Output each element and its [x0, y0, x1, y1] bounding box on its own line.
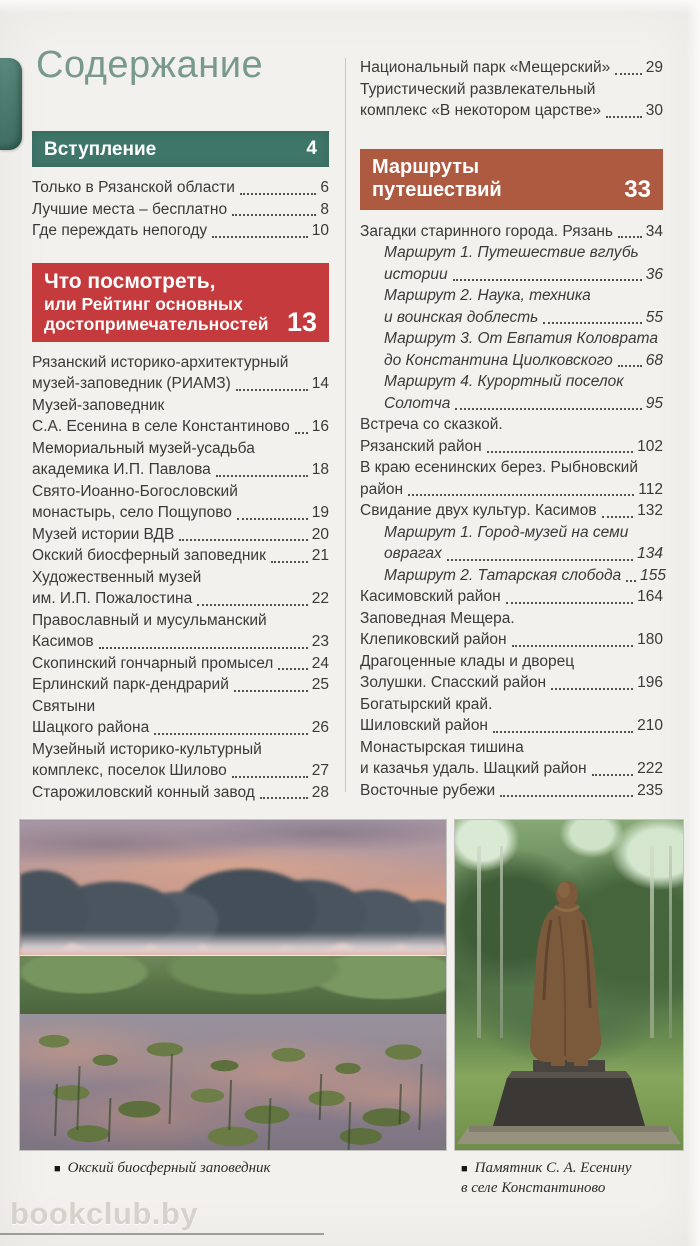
toc-entry-line	[32, 220, 329, 242]
dot-leader	[237, 518, 308, 520]
toc-entry-line	[360, 79, 663, 101]
section-header-text: Что посмотреть,	[44, 269, 216, 293]
toc-entry-text: Солотча	[384, 394, 451, 412]
toc-entry-text: Драгоценные клады и дворец	[360, 652, 575, 670]
toc-entry-text: С.А. Есенина в селе Константиново	[32, 418, 290, 435]
toc-entry	[32, 177, 329, 199]
dot-leader	[543, 322, 641, 324]
caption-square-marker: ■	[461, 1163, 468, 1175]
toc-entry	[32, 481, 329, 524]
toc-entry-line	[32, 610, 329, 632]
toc-entry-text: Маршрут 2. Наука, техника	[384, 287, 591, 304]
dot-leader	[606, 116, 642, 118]
toc-entry-line	[32, 567, 329, 589]
toc-entry	[32, 199, 329, 221]
dot-leader	[295, 432, 308, 434]
toc-entry	[32, 220, 329, 242]
toc-entry	[32, 739, 329, 782]
dot-leader	[447, 559, 633, 561]
dot-leader	[232, 776, 308, 778]
dot-leader	[212, 236, 308, 238]
toc-entry-text: до Константина Циолковского	[384, 351, 613, 369]
toc-entry-text: В краю есенинских берез. Рыбновский	[360, 459, 639, 476]
toc-entry-text: Только в Рязанской области	[32, 179, 235, 196]
toc-entry	[360, 328, 663, 371]
page-title: Содержание	[36, 44, 264, 86]
toc-entry-text: Окский биосферный заповедник	[32, 547, 266, 564]
toc-page-number: 23	[311, 633, 329, 650]
toc-entry-line	[32, 416, 329, 438]
dot-leader	[487, 451, 633, 453]
toc-entry	[360, 79, 663, 122]
toc-entry-text: музей-заповедник (РИАМЗ)	[32, 375, 231, 392]
toc-entry-line	[384, 371, 663, 393]
dot-leader	[615, 73, 641, 75]
toc-page-number: 14	[311, 375, 329, 392]
toc-page-number: 95	[645, 394, 663, 412]
toc-entry-line	[32, 524, 329, 546]
section-header	[360, 149, 663, 210]
section-header-lines	[44, 269, 268, 335]
dot-leader	[99, 647, 308, 649]
section-header-lines	[44, 140, 156, 159]
toc-entry-text: Шацкого района	[32, 719, 150, 736]
photo-reeds-layer	[20, 1014, 446, 1150]
dot-leader	[408, 494, 634, 496]
photo-landscape-sunset	[20, 820, 446, 1150]
toc-entry-line	[32, 717, 329, 739]
toc-entry-line	[360, 780, 663, 802]
toc-entry	[360, 371, 663, 414]
dot-leader	[240, 193, 317, 195]
toc-entry	[32, 782, 329, 804]
toc-entry	[32, 395, 329, 438]
toc-entry-line	[360, 694, 663, 716]
dot-leader	[500, 795, 633, 797]
photo-shrubs-layer	[20, 956, 446, 1014]
section-header-page: 33	[624, 175, 651, 203]
dot-leader	[278, 668, 307, 670]
photo-statue	[455, 820, 683, 1150]
toc-entry	[32, 610, 329, 653]
toc-page-number: 132	[637, 502, 663, 519]
toc-entry-line	[32, 696, 329, 718]
toc-entry-text: Национальный парк «Мещерский»	[360, 59, 611, 76]
toc-entry-line	[360, 629, 663, 651]
dot-leader	[179, 539, 307, 541]
toc-entry-line	[360, 479, 663, 501]
dot-leader	[271, 561, 308, 563]
section-header-page: 13	[286, 306, 317, 337]
toc-entry	[360, 608, 663, 651]
toc-entry-line	[360, 221, 663, 243]
toc-entry-line	[360, 457, 663, 479]
toc-entry	[360, 651, 663, 694]
toc-entry-text: Встреча со сказкой.	[360, 416, 503, 433]
toc-column-right	[360, 57, 667, 801]
toc-page-number: 27	[311, 762, 329, 779]
dot-leader	[216, 475, 308, 477]
toc-entry	[360, 565, 667, 587]
toc-entry-line	[384, 543, 663, 565]
toc-entry-text: Монастырская тишина	[360, 738, 524, 756]
toc-entry	[360, 586, 663, 608]
toc-entry-text: Маршрут 3. От Евпатия Коловрата	[384, 330, 658, 347]
dot-leader	[493, 731, 633, 733]
dot-leader	[618, 236, 642, 238]
toc-entry	[32, 653, 329, 675]
dot-leader	[592, 774, 634, 776]
toc-entry-text: Рязанский историко-архитектурный	[32, 353, 289, 371]
toc-page-number: 22	[311, 590, 329, 607]
toc-entry-line	[360, 651, 663, 673]
dot-leader	[154, 733, 308, 735]
section-header-text: или Рейтинг основных	[44, 293, 243, 314]
toc-entry-text: и воинская доблесть	[384, 308, 539, 326]
toc-entry	[360, 457, 663, 500]
toc-page-number: 26	[311, 719, 329, 736]
toc-page-number: 6	[320, 179, 329, 196]
section-header	[32, 263, 329, 342]
toc-entry-text: Восточные рубежи	[360, 781, 496, 799]
toc-page-number: 180	[637, 631, 663, 648]
toc-entry-line	[360, 500, 663, 522]
toc-entry	[32, 545, 329, 567]
watermark: bookclub.by	[10, 1196, 199, 1231]
caption-text: в селе Константиново	[461, 1180, 606, 1196]
toc-entry-text: Музейный историко-культурный	[32, 740, 262, 758]
toc-entry	[360, 522, 663, 565]
toc-entry-text: Маршрут 1. Город-музей на семи	[384, 523, 629, 541]
toc-page-number: 68	[645, 351, 663, 369]
toc-entry-text: Заповедная Мещера.	[360, 609, 515, 627]
toc-entry	[360, 414, 663, 457]
toc-page-number: 20	[311, 525, 329, 543]
toc-entry-line	[384, 350, 663, 372]
toc-entry-line	[360, 57, 663, 79]
toc-entry-text: Где переждать непогоду	[32, 222, 208, 239]
toc-page-number: 19	[311, 504, 329, 521]
toc-page-number: 210	[637, 717, 663, 734]
toc-entry-line	[32, 459, 329, 481]
toc-entry-line	[384, 522, 663, 544]
toc-entry-line	[32, 199, 329, 221]
toc-entry-line	[360, 672, 663, 694]
toc-entry	[360, 221, 663, 243]
toc-entry-text: Загадки старинного города. Рязань	[360, 222, 613, 240]
dot-leader	[551, 688, 633, 690]
column-divider	[345, 58, 346, 792]
toc-entry-text: Шиловский район	[360, 717, 488, 734]
toc-entry-line	[32, 653, 329, 675]
section-header-text: путешествий	[372, 178, 502, 201]
dot-leader	[455, 408, 641, 410]
toc-column-left	[32, 131, 329, 803]
toc-entry-text: оврагах	[384, 545, 442, 562]
toc-entry-text: им. И.П. Пожалостина	[32, 590, 193, 607]
toc-entry-line	[360, 608, 663, 630]
toc-page-number: 18	[311, 461, 329, 478]
toc-entry-text: Туристический развлекательный	[360, 80, 596, 98]
toc-page-number: 24	[311, 654, 329, 672]
toc-page-number: 55	[645, 308, 663, 326]
dot-leader	[626, 580, 636, 582]
toc-entry-text: Богатырский край.	[360, 695, 493, 713]
toc-entry-text: и казачья удаль. Шацкий район	[360, 760, 587, 777]
toc-entry	[32, 567, 329, 610]
toc-entry-text: район	[360, 480, 404, 498]
toc-entry-text: Ерлинский парк-дендрарий	[32, 676, 229, 693]
toc-page-number: 28	[311, 783, 329, 801]
toc-entry-text: Касимовский район	[360, 588, 501, 605]
toc-entry-line	[360, 737, 663, 759]
toc-entry-line	[32, 373, 329, 395]
toc-page-number: 29	[645, 59, 663, 76]
toc-page-number: 34	[645, 222, 663, 240]
toc-entry-line	[32, 177, 329, 199]
toc-page-number: 102	[637, 437, 663, 455]
toc-entry	[32, 438, 329, 481]
toc-entry-line	[32, 739, 329, 761]
toc-entry-line	[32, 502, 329, 524]
dot-leader	[236, 389, 308, 391]
toc-entry-line	[360, 414, 663, 436]
toc-entry-text: Клепиковский район	[360, 631, 507, 648]
toc-entry-line	[360, 436, 663, 458]
toc-page-number: 164	[637, 588, 663, 605]
toc-entry-line	[360, 758, 663, 780]
toc-entry	[360, 737, 663, 780]
caption-text: Памятник С. А. Есенину	[474, 1160, 632, 1176]
toc-entry-text: академика И.П. Павлова	[32, 461, 211, 478]
toc-entry-line	[32, 631, 329, 653]
toc-entry-text: Художественный музей	[32, 568, 202, 586]
toc-entry-line	[384, 328, 663, 350]
photo-oka-reserve	[20, 820, 446, 1179]
toc-entry-text: Православный и мусульманский	[32, 611, 267, 629]
toc-entry	[32, 524, 329, 546]
toc-entry-line	[32, 438, 329, 460]
toc-entry	[360, 242, 663, 285]
toc-page-number: 196	[637, 674, 663, 691]
dot-leader	[512, 645, 634, 647]
toc-entry	[32, 352, 329, 395]
toc-entry-text: Свидание двух культур. Касимов	[360, 502, 597, 519]
toc-entry-text: Музей истории ВДВ	[32, 525, 175, 543]
toc-entry-line	[384, 393, 663, 415]
toc-entry-text: Старожиловский конный завод	[32, 783, 255, 801]
toc-entry-text: Рязанский район	[360, 437, 482, 455]
dot-leader	[618, 365, 642, 367]
toc-page-number: 30	[645, 102, 663, 119]
dot-leader	[232, 214, 316, 216]
dot-leader	[260, 797, 308, 799]
toc-entry-text: монастырь, село Пощупово	[32, 504, 232, 521]
toc-entry-text: Маршрут 2. Татарская слобода	[384, 566, 622, 584]
toc-entry-text: комплекс, поселок Шилово	[32, 762, 227, 779]
toc-page-number: 10	[311, 222, 329, 239]
toc-entry-line	[384, 565, 667, 587]
toc-page-number: 222	[637, 760, 663, 777]
section-header-text: достопримечательностей	[44, 314, 269, 334]
toc-entry-text: Музей-заповедник	[32, 396, 165, 414]
toc-page-number: 235	[637, 781, 663, 799]
toc-entry-line	[32, 395, 329, 417]
toc-page-number: 8	[320, 200, 329, 218]
toc-page-number: 25	[311, 676, 329, 693]
toc-entry-text: Скопинский гончарный промысел	[32, 654, 274, 672]
toc-entry	[360, 780, 663, 802]
toc-entry-text: Свято-Иоанно-Богословский	[32, 482, 238, 500]
toc-entry-line	[32, 545, 329, 567]
toc-entry-text: Золушки. Спасский район	[360, 674, 547, 691]
watermark-underline	[0, 1233, 324, 1235]
dot-leader	[602, 516, 634, 518]
photo-caption-left	[20, 1159, 446, 1179]
toc-page-number: 112	[638, 480, 663, 498]
toc-entry-line	[32, 588, 329, 610]
toc-entry-line	[32, 352, 329, 374]
statue-illustration	[455, 820, 683, 1150]
toc-entry-text: Маршрут 4. Курортный поселок	[384, 373, 624, 390]
toc-entry-line	[360, 586, 663, 608]
toc-page-number: 134	[637, 545, 663, 562]
toc-entry-line	[384, 264, 663, 286]
toc-entry-line	[32, 782, 329, 804]
toc-entry-text: Маршрут 1. Путешествие вглубь	[384, 244, 639, 261]
toc-page-number: 36	[645, 265, 663, 283]
toc-entry-line	[384, 242, 663, 264]
toc-entry-text: Лучшие места – бесплатно	[32, 200, 228, 218]
bookmark-tab	[0, 58, 22, 150]
toc-entry-text: истории	[384, 265, 448, 283]
toc-page-number: 155	[640, 566, 667, 584]
toc-entry	[360, 57, 663, 79]
toc-entry	[360, 500, 663, 522]
toc-entry-line	[360, 715, 663, 737]
dot-leader	[197, 604, 308, 606]
toc-entry-text: Мемориальный музей-усадьба	[32, 439, 255, 457]
section-header-page: 4	[306, 138, 317, 160]
toc-entry	[32, 674, 329, 696]
toc-page-number: 16	[311, 418, 329, 435]
dot-leader	[234, 690, 308, 692]
dot-leader	[506, 602, 633, 604]
photo-yesenin-monument	[455, 820, 683, 1198]
section-header-lines	[372, 156, 502, 202]
toc-entry-text: комплекс «В некотором царстве»	[360, 102, 601, 119]
toc-entry	[360, 694, 663, 737]
toc-page-number: 21	[311, 547, 329, 564]
section-header-text: Маршруты	[372, 155, 480, 178]
photo-caption-right	[455, 1159, 683, 1198]
toc-entry-text: Касимов	[32, 633, 94, 650]
toc-entry-line	[384, 307, 663, 329]
toc-entry-line	[32, 674, 329, 696]
toc-entry-line	[32, 481, 329, 503]
section-header	[32, 131, 329, 167]
toc-entry	[32, 696, 329, 739]
caption-text: Окский биосферный заповедник	[67, 1160, 271, 1176]
dot-leader	[453, 279, 642, 281]
toc-entry-line	[32, 760, 329, 782]
toc-entry-line	[384, 285, 663, 307]
caption-square-marker: ■	[54, 1163, 61, 1175]
section-header-text: Вступление	[44, 138, 157, 160]
toc-entry-text: Святыни	[32, 697, 96, 715]
toc-entry-line	[360, 100, 663, 122]
toc-entry	[360, 285, 663, 328]
